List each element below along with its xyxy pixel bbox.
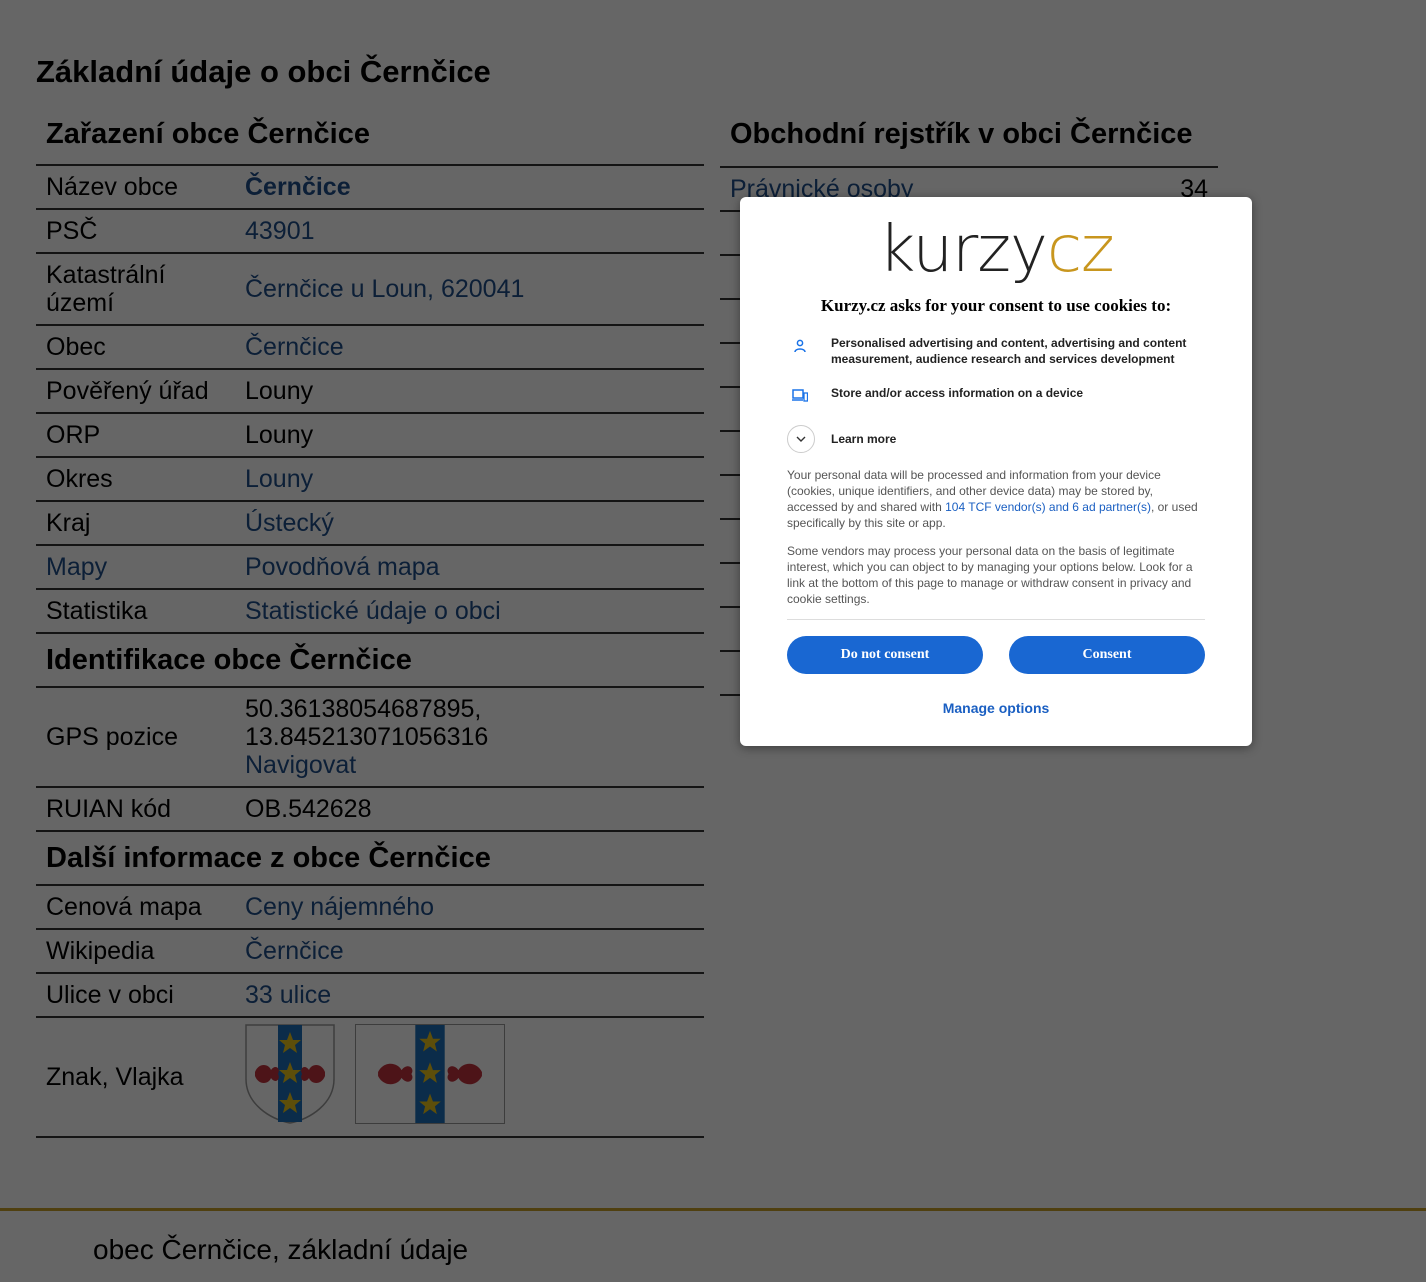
do-not-consent-button[interactable]: Do not consent — [787, 636, 983, 674]
purpose-personalised — [787, 333, 1205, 367]
learn-more-toggle[interactable] — [787, 425, 1205, 453]
cookie-consent-dialog — [740, 197, 1252, 746]
kurzy-logo: kurzycz — [878, 213, 1114, 287]
consent-title: Kurzy.cz asks for your consent to use cookies to: — [820, 296, 1172, 315]
learn-more-label[interactable]: Learn more — [831, 432, 897, 446]
consent-buttons — [787, 636, 1205, 674]
purpose-text: Store and/or access information on a device — [831, 386, 1084, 400]
manage-options-link[interactable]: Manage options — [942, 700, 1050, 716]
devices-icon — [787, 383, 813, 409]
person-icon — [787, 333, 813, 359]
consent-button[interactable]: Consent — [1009, 636, 1205, 674]
purpose-storage — [787, 383, 1205, 409]
purpose-text: Personalised advertising and content, advertising and content measurement, audience research and services development — [831, 336, 1187, 366]
consent-paragraph-1: Your personal data will be processed and information from your device (cookies, unique identifiers, and other device data) may be stored by, accessed by and shared with 104 TCF vendor(s) and 6 ad partner(s), or used specifically by this site or app. — [787, 468, 1198, 530]
chevron-down-icon[interactable] — [787, 425, 815, 453]
divider — [787, 619, 1205, 620]
consent-paragraph-2: Some vendors may process your personal data on the basis of legitimate interest, which you can object to by managing your options below. Look for a link at the bottom of this page to manage or withdraw consent in privacy and cookie settings. — [787, 544, 1193, 606]
vendors-link[interactable]: 104 TCF vendor(s) and 6 ad partner(s) — [945, 500, 1151, 514]
